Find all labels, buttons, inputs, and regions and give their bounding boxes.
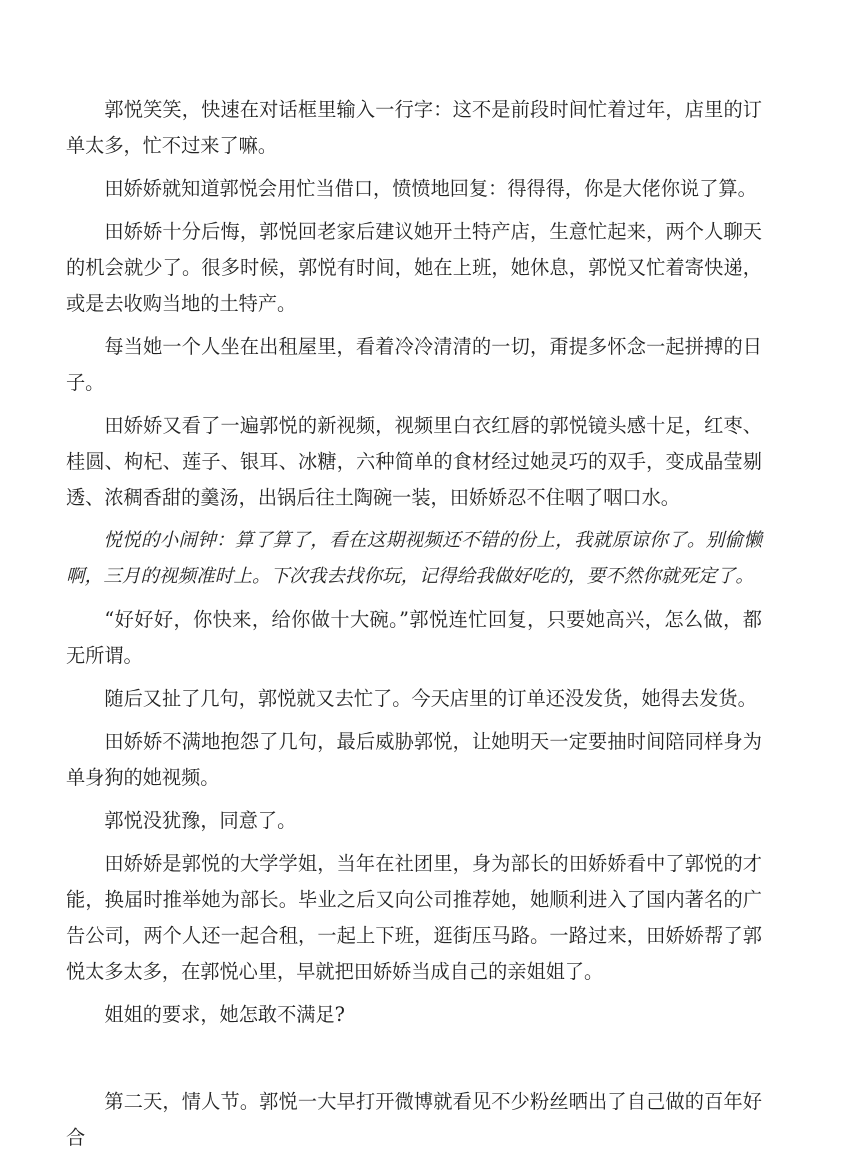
paragraph: 随后又扯了几句，郭悦就又去忙了。今天店里的订单还没发货，她得去发货。 (104, 687, 757, 710)
paragraph: 郭悦笑笑，快速在对话框里输入一行字：这不是前段时间忙着过年，店里的订单太多，忙不过来了嘛。 (66, 98, 762, 157)
chat-message-paragraph: 悦悦的小闹钟：算了算了，看在这期视频还不错的份上，我就原谅你了。别偷懒啊，三月的视频准时上。下次我去找你玩，记得给我做好吃的，要不然你就死定了。 (66, 530, 762, 587)
paragraph: 田娇娇是郭悦的大学学姐，当年在社团里，身为部长的田娇娇看中了郭悦的才能，换届时推举她为部长。毕业之后又向公司推荐她，她顺利进入了国内著名的广告公司，两个人还一起合租，一起上下班，逛街压马路。一路过来，田娇娇帮了郭悦太多太多，在郭悦心里，早就把田娇娇当成自己的亲姐姐了。 (66, 852, 762, 983)
paragraph: 田娇娇十分后悔，郭悦回老家后建议她开土特产店，生意忙起来，两个人聊天的机会就少了。很多时候，郭悦有时间，她在上班，她休息，郭悦又忙着寄快递，或是去收购当地的土特产。 (66, 220, 762, 315)
section-break (66, 1040, 762, 1084)
paragraph: 第二天，情人节。郭悦一大早打开微博就看见不少粉丝晒出了自己做的百年好合 (66, 1090, 762, 1149)
document-page (66, 92, 762, 1163)
paragraph: 田娇娇又看了一遍郭悦的新视频，视频里白衣红唇的郭悦镜头感十足，红枣、桂圆、枸杞、莲子、银耳、冰糖，六种简单的食材经过她灵巧的双手，变成晶莹剔透、浓稠香甜的羹汤，出锅后往土陶碗一装，田娇娇忍不住咽了咽口水。 (66, 414, 762, 509)
paragraph: 郭悦没犹豫，同意了。 (104, 809, 297, 832)
paragraph: “好好好，你快来，给你做十大碗。”郭悦连忙回复，只要她高兴，怎么做，都无所谓。 (66, 608, 762, 667)
paragraph: 田娇娇不满地抱怨了几句，最后威胁郭悦，让她明天一定要抽时间陪同样身为单身狗的她视频。 (66, 730, 762, 789)
paragraph: 姐姐的要求，她怎敢不满足? (104, 1003, 345, 1026)
paragraph: 每当她一个人坐在出租屋里，看着冷冷清清的一切，甭提多怀念一起拼搏的日子。 (66, 335, 762, 394)
paragraph: 田娇娇就知道郭悦会用忙当借口，愤愤地回复：得得得，你是大佬你说了算。 (104, 177, 757, 200)
